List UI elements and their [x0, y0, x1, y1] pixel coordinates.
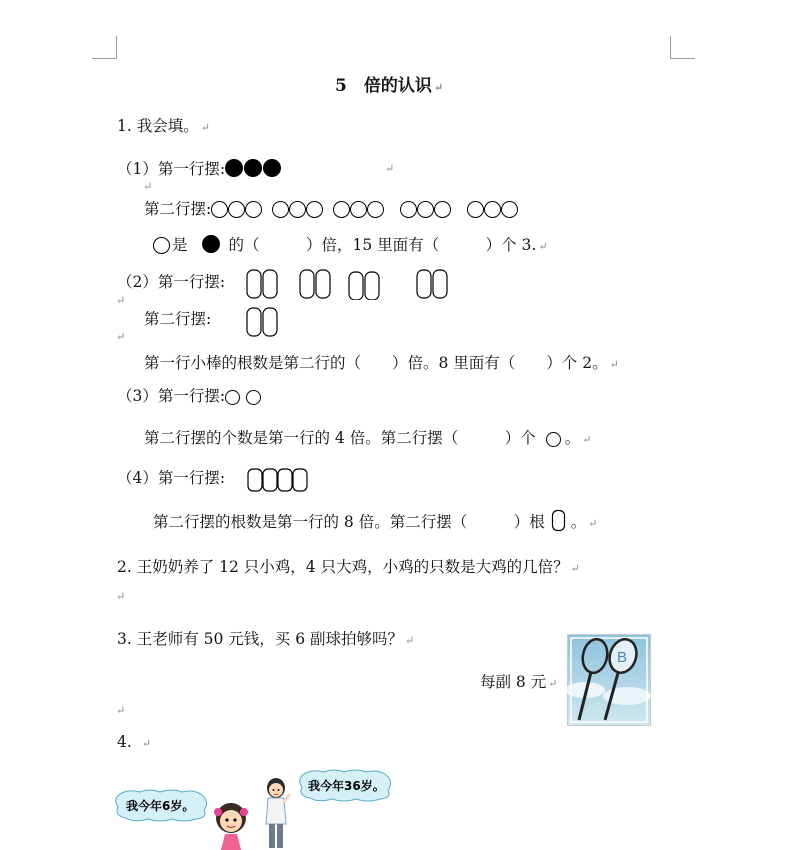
paragraph-mark: ↵: [116, 590, 126, 603]
paragraph-mark: ↵: [385, 162, 395, 175]
paragraph-mark: ↵: [143, 180, 153, 193]
crop-mark-top-right: [670, 36, 695, 59]
q1-part3-row1: （3）第一行摆:: [117, 384, 261, 406]
hollow-circle-icon: [245, 201, 262, 218]
hollow-circle-icon: [211, 201, 228, 218]
hollow-circle-group: [272, 200, 323, 218]
q1-part1-row2: 第二行摆:: [144, 197, 528, 219]
q1-part1-sentence: 是 的（ ）倍，15 里面有（ ）个 3. ↵: [153, 233, 548, 255]
stick-icon: [263, 308, 277, 336]
stick-bundle-row2: [246, 304, 286, 338]
hollow-circle-group: [211, 200, 262, 218]
stick-icon: [247, 308, 261, 336]
stick-icon: [293, 469, 307, 491]
stick-bundle-four: [247, 466, 317, 494]
stick-icon: [417, 270, 431, 298]
paragraph-mark: ↵: [116, 704, 126, 717]
hollow-circle-icon: [350, 201, 367, 218]
hollow-circle-icon: [501, 201, 518, 218]
question-1-heading: 1. 我会填。 ↵: [117, 117, 210, 135]
stick-icon: [551, 509, 567, 533]
teacher-cartoon: [259, 776, 293, 850]
paragraph-mark: ↵: [116, 294, 126, 307]
q1-part2-row2: 第二行摆:: [144, 310, 212, 328]
hollow-circle-icon: [225, 390, 240, 405]
question-4: 4. ↵: [117, 733, 152, 751]
hollow-circle-icon: [246, 390, 261, 405]
stick-icon: [349, 272, 363, 300]
stick-icon: [433, 270, 447, 298]
filled-circle-icon: [263, 159, 281, 177]
q1-part2-row1: （2）第一行摆:: [117, 273, 226, 291]
question-3: 3. 王老师有 50 元钱，买 6 副球拍够吗？ ↵: [117, 630, 415, 648]
stick-icon: [316, 270, 330, 298]
hollow-circle-icon: [289, 201, 306, 218]
hollow-circle-icon: [546, 432, 561, 447]
hollow-circle-icon: [417, 201, 434, 218]
racket-price: 每副 8 元 ↵: [480, 673, 558, 691]
stick-bundles-row1: [246, 266, 466, 300]
hollow-circle-icon: [153, 237, 170, 254]
hollow-circle-group: [333, 200, 384, 218]
hollow-circle-icon: [467, 201, 484, 218]
hollow-circle-group: [400, 200, 451, 218]
q1-part3-sentence: 第二行摆的个数是第一行的 4 倍。第二行摆（ ）个 。 ↵: [144, 429, 592, 447]
page-title: 5 倍的认识 ↵: [335, 76, 444, 96]
q1-part2-sentence: 第一行小棒的根数是第二行的（ ）倍。8 里面有（ ）个 2。 ↵: [144, 354, 619, 372]
filled-circle-icon: [225, 159, 243, 177]
badminton-racket-image: [567, 634, 651, 726]
teacher-speech-text: 我今年36岁。: [308, 779, 385, 793]
hollow-circle-group: [467, 200, 518, 218]
hollow-circle-icon: [400, 201, 417, 218]
stick-icon: [248, 469, 262, 491]
stick-icon: [263, 469, 277, 491]
filled-circle-icon: [244, 159, 262, 177]
girl-cartoon: [211, 798, 251, 850]
girl-speech-text: 我今年6岁。: [126, 799, 195, 813]
hollow-circle-icon: [367, 201, 384, 218]
filled-circle-icon: [202, 235, 220, 253]
stick-icon: [365, 272, 379, 300]
q1-part4-row1: （4）第一行摆:: [117, 469, 226, 487]
hollow-circle-icon: [484, 201, 501, 218]
q1-part4-sentence: 第二行摆的根数是第一行的 8 倍。第二行摆（ ）根 。 ↵: [153, 509, 597, 533]
q1-part1-row1: （1）第一行摆:: [117, 157, 282, 179]
stick-icon: [247, 270, 261, 298]
paragraph-mark: ↵: [116, 330, 126, 343]
stick-icon: [263, 270, 277, 298]
racket-letter: B: [617, 649, 628, 666]
stick-icon: [278, 469, 292, 491]
stick-icon: [300, 270, 314, 298]
hollow-circle-icon: [333, 201, 350, 218]
crop-mark-top-left: [92, 36, 117, 59]
teacher-speech-bubble: [296, 768, 396, 804]
girl-speech-bubble: [112, 788, 212, 824]
question-2: 2. 王奶奶养了 12 只小鸡，4 只大鸡，小鸡的只数是大鸡的几倍？ ↵: [117, 558, 580, 576]
hollow-circle-icon: [228, 201, 245, 218]
hollow-circle-icon: [434, 201, 451, 218]
hollow-circle-icon: [272, 201, 289, 218]
hollow-circle-icon: [306, 201, 323, 218]
